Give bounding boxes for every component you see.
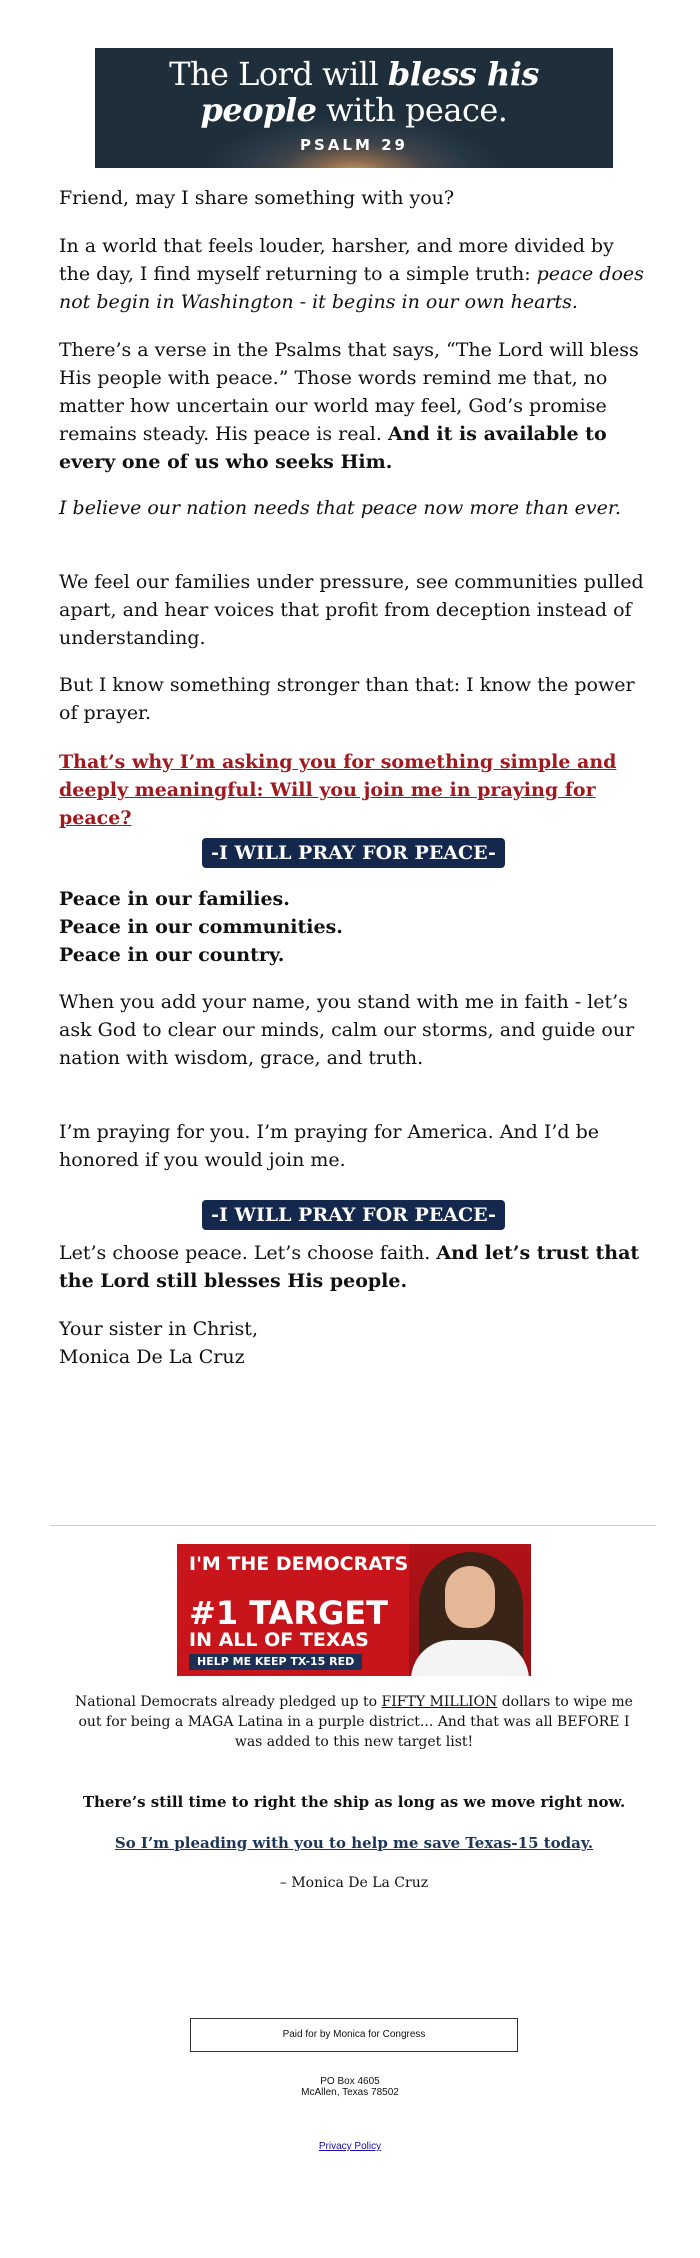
candidate-photo xyxy=(409,1544,531,1676)
signoff-name: Monica De La Cruz xyxy=(59,1346,245,1368)
section-divider xyxy=(50,1525,656,1526)
hero-line-2: people with peace. xyxy=(200,91,508,129)
banner-line-2: #1 TARGET xyxy=(189,1594,388,1632)
peace-line-communities: Peace in our communities. xyxy=(59,916,343,938)
paragraph-3: I believe our nation needs that peace now more than ever. xyxy=(59,497,621,519)
hero-line-1: The Lord will bless his xyxy=(169,55,539,93)
photo-face xyxy=(445,1566,495,1628)
peace-line-families: Peace in our families. xyxy=(59,888,290,910)
signoff-closing: Your sister in Christ, xyxy=(59,1318,258,1340)
greeting: Friend, may I share something with you? xyxy=(59,187,455,209)
peace-line-country: Peace in our country. xyxy=(59,944,285,966)
fifty-million-underlined: FIFTY MILLION xyxy=(381,1694,498,1710)
paragraph-2: There’s a verse in the Psalms that says, “The Lord will bless His people with peace.” Those words remind me that, no matter how uncertain our world may feel, God’s promise remains steady. His peace is real. And it is available to every one of us who seeks Him. xyxy=(59,339,639,473)
peace-list xyxy=(59,885,649,969)
pray-for-peace-button-top[interactable]: -I WILL PRAY FOR PEACE- xyxy=(202,838,505,868)
footer-paragraph: National Democrats already pledged up to FIFTY MILLION dollars to wipe me out for being a MAGA Latina in a purple district... And that was all BEFORE I was added to this new target list! xyxy=(75,1694,633,1750)
paragraph-5: But I know something stronger than that: I know the power of prayer. xyxy=(59,674,635,724)
target-banner[interactable] xyxy=(177,1544,531,1676)
banner-line-3: IN ALL OF TEXAS xyxy=(189,1629,369,1651)
address-line-2: McAllen, Texas 78502 xyxy=(301,2087,399,2098)
privacy-policy-link[interactable]: Privacy Policy xyxy=(318,2141,382,2152)
paragraph-1: In a world that feels louder, harsher, and more divided by the day, I find myself returning to a simple truth: peace does not begin in Washington - it begins in our own hearts. xyxy=(59,235,644,313)
paragraph-4: We feel our families under pressure, see communities pulled apart, and hear voices that profit from deception instead of understanding. xyxy=(59,571,644,649)
paragraph-6: When you add your name, you stand with me in faith - let’s ask God to clear our minds, calm our storms, and guide our nation with wisdom, grace, and truth. xyxy=(59,991,635,1069)
psalm-hero-image xyxy=(95,48,613,168)
banner-pill: HELP ME KEEP TX-15 RED xyxy=(189,1654,362,1670)
footer-signature: – Monica De La Cruz xyxy=(279,1875,429,1891)
pray-for-peace-button-bottom[interactable]: -I WILL PRAY FOR PEACE- xyxy=(202,1200,505,1230)
paid-for-disclaimer: Paid for by Monica for Congress xyxy=(190,2018,518,2052)
banner-line-1: I'M THE DEMOCRATS xyxy=(189,1553,409,1575)
footer-bold-line: There’s still time to right the ship as long as we move right now. xyxy=(82,1793,626,1811)
paragraph-8: Let’s choose peace. Let’s choose faith. And let’s trust that the Lord still blesses His people. xyxy=(59,1242,640,1292)
signoff xyxy=(59,1315,649,1371)
save-texas-15-link[interactable]: So I’m pleading with you to help me save Texas-15 today. xyxy=(114,1834,594,1852)
address-line-1: PO Box 4605 xyxy=(320,2076,380,2087)
hero-scripture-reference: PSALM 29 xyxy=(300,136,408,154)
pray-for-peace-link[interactable]: That’s why I’m asking you for something simple and deeply meaningful: Will you join me in praying for peace? xyxy=(59,751,617,829)
paragraph-7: I’m praying for you. I’m praying for America. And I’d be honored if you would join me. xyxy=(59,1121,600,1171)
